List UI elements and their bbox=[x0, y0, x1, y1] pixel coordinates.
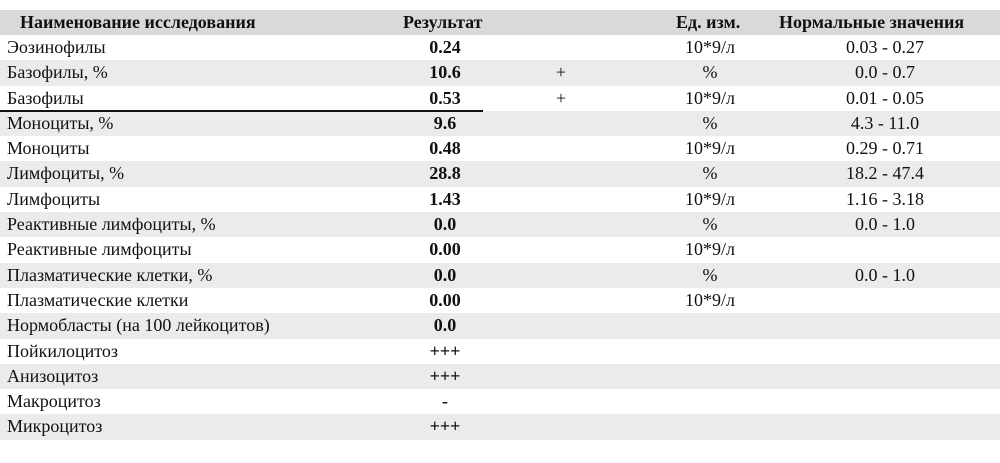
table-row bbox=[0, 212, 1000, 237]
table-row bbox=[0, 111, 1000, 136]
unit-cell: % bbox=[702, 62, 718, 83]
result-value-cell: +++ bbox=[429, 365, 461, 386]
test-name-cell: Микроцитоз bbox=[7, 416, 103, 437]
result-value-cell: 0.00 bbox=[429, 239, 461, 260]
deviation-flag-cell bbox=[541, 212, 581, 237]
result-value-cell: 9.6 bbox=[433, 112, 457, 133]
test-name-cell: Реактивные лимфоциты bbox=[7, 239, 192, 260]
test-name-cell: Плазматические клетки, % bbox=[7, 264, 213, 285]
result-value-cell: +++ bbox=[429, 416, 461, 437]
normal-range-cell: 0.03 - 0.27 bbox=[846, 37, 924, 57]
normal-range-cell bbox=[780, 414, 990, 439]
deviation-flag-cell bbox=[541, 313, 581, 338]
normal-range-cell: 0.29 - 0.71 bbox=[846, 138, 924, 159]
unit-cell: 10*9/л bbox=[685, 87, 735, 108]
table-row bbox=[0, 187, 1000, 212]
table-row bbox=[0, 288, 1000, 313]
table-row bbox=[0, 389, 1000, 414]
deviation-flag-cell bbox=[541, 187, 581, 212]
unit-cell: 10*9/л bbox=[685, 138, 735, 159]
normal-range-cell bbox=[780, 339, 990, 364]
deviation-flag-cell bbox=[541, 364, 581, 389]
deviation-flag-cell bbox=[541, 237, 581, 262]
table-row bbox=[0, 60, 1000, 85]
table-row bbox=[0, 313, 1000, 338]
deviation-flag-cell bbox=[541, 414, 581, 439]
result-value-cell: 0.0 bbox=[433, 214, 457, 235]
deviation-flag-cell bbox=[541, 111, 581, 136]
unit-cell: 10*9/л bbox=[685, 289, 735, 310]
normal-range-cell: 0.01 - 0.05 bbox=[846, 87, 924, 108]
result-value-cell: 0.24 bbox=[429, 37, 461, 57]
result-value-cell: 10.6 bbox=[429, 62, 461, 83]
normal-range-cell: 0.0 - 0.7 bbox=[855, 62, 915, 83]
normal-range-cell: 0.0 - 1.0 bbox=[855, 214, 915, 235]
table-row bbox=[0, 339, 1000, 364]
unit-cell bbox=[660, 414, 760, 439]
normal-range-cell bbox=[780, 237, 990, 262]
normal-range-cell: 1.16 - 3.18 bbox=[846, 188, 924, 209]
test-name-cell: Лимфоциты, % bbox=[7, 163, 125, 184]
deviation-flag-cell bbox=[541, 263, 581, 288]
deviation-flag-cell: + bbox=[555, 62, 567, 83]
deviation-flag-cell bbox=[541, 35, 581, 60]
result-value-cell: 0.53 bbox=[429, 87, 461, 108]
test-name-cell: Анизоцитоз bbox=[7, 365, 99, 386]
table-row bbox=[0, 136, 1000, 161]
table-body bbox=[0, 35, 1000, 440]
test-name-cell: Пойкилоцитоз bbox=[7, 340, 118, 361]
unit-cell bbox=[660, 364, 760, 389]
unit-cell: 10*9/л bbox=[685, 239, 735, 260]
result-value-cell: 1.43 bbox=[429, 188, 461, 209]
deviation-flag-cell: + bbox=[555, 87, 567, 108]
header-test-name: Наименование исследования bbox=[20, 12, 256, 32]
result-value-cell: 0.00 bbox=[429, 289, 461, 310]
header-normal-values: Нормальные значения bbox=[779, 12, 965, 32]
normal-range-cell: 0.0 - 1.0 bbox=[855, 264, 915, 285]
deviation-flag-cell bbox=[541, 136, 581, 161]
deviation-flag-cell bbox=[541, 339, 581, 364]
result-value-cell: 28.8 bbox=[429, 163, 461, 184]
normal-range-cell bbox=[780, 389, 990, 414]
normal-range-cell: 18.2 - 47.4 bbox=[846, 163, 924, 184]
table-row bbox=[0, 86, 1000, 111]
unit-cell: % bbox=[702, 163, 718, 184]
table-row bbox=[0, 161, 1000, 186]
unit-cell: % bbox=[702, 214, 718, 235]
table-row bbox=[0, 263, 1000, 288]
row-divider-line bbox=[0, 110, 483, 112]
normal-range-cell bbox=[780, 313, 990, 338]
test-name-cell: Эозинофилы bbox=[7, 37, 106, 57]
test-name-cell: Моноциты, % bbox=[7, 112, 114, 133]
unit-cell bbox=[660, 389, 760, 414]
table-header bbox=[0, 10, 1000, 35]
unit-cell bbox=[660, 313, 760, 338]
result-value-cell: +++ bbox=[429, 340, 461, 361]
table-row bbox=[0, 364, 1000, 389]
test-name-cell: Базофилы bbox=[7, 87, 84, 108]
unit-cell: 10*9/л bbox=[685, 188, 735, 209]
test-name-cell: Базофилы, % bbox=[7, 62, 108, 83]
test-name-cell: Плазматические клетки bbox=[7, 289, 189, 310]
table-row bbox=[0, 35, 1000, 60]
normal-range-cell: 4.3 - 11.0 bbox=[850, 112, 920, 133]
unit-cell: % bbox=[702, 112, 718, 133]
header-result: Результат bbox=[403, 12, 483, 32]
unit-cell bbox=[660, 339, 760, 364]
unit-cell: % bbox=[702, 264, 718, 285]
normal-range-cell bbox=[780, 364, 990, 389]
table-row bbox=[0, 414, 1000, 439]
result-value-cell: 0.48 bbox=[429, 138, 461, 159]
deviation-flag-cell bbox=[541, 161, 581, 186]
result-value-cell: 0.0 bbox=[433, 315, 457, 336]
test-name-cell: Макроцитоз bbox=[7, 391, 101, 412]
deviation-flag-cell bbox=[541, 288, 581, 313]
test-name-cell: Нормобласты (на 100 лейкоцитов) bbox=[7, 315, 270, 336]
deviation-flag-cell bbox=[541, 389, 581, 414]
normal-range-cell bbox=[780, 288, 990, 313]
test-name-cell: Лимфоциты bbox=[7, 188, 101, 209]
result-value-cell: 0.0 bbox=[433, 264, 457, 285]
unit-cell: 10*9/л bbox=[685, 37, 735, 57]
header-unit: Ед. изм. bbox=[676, 12, 741, 32]
test-name-cell: Реактивные лимфоциты, % bbox=[7, 214, 216, 235]
result-value-cell: - bbox=[442, 391, 448, 412]
test-name-cell: Моноциты bbox=[7, 138, 90, 159]
table-row bbox=[0, 237, 1000, 262]
